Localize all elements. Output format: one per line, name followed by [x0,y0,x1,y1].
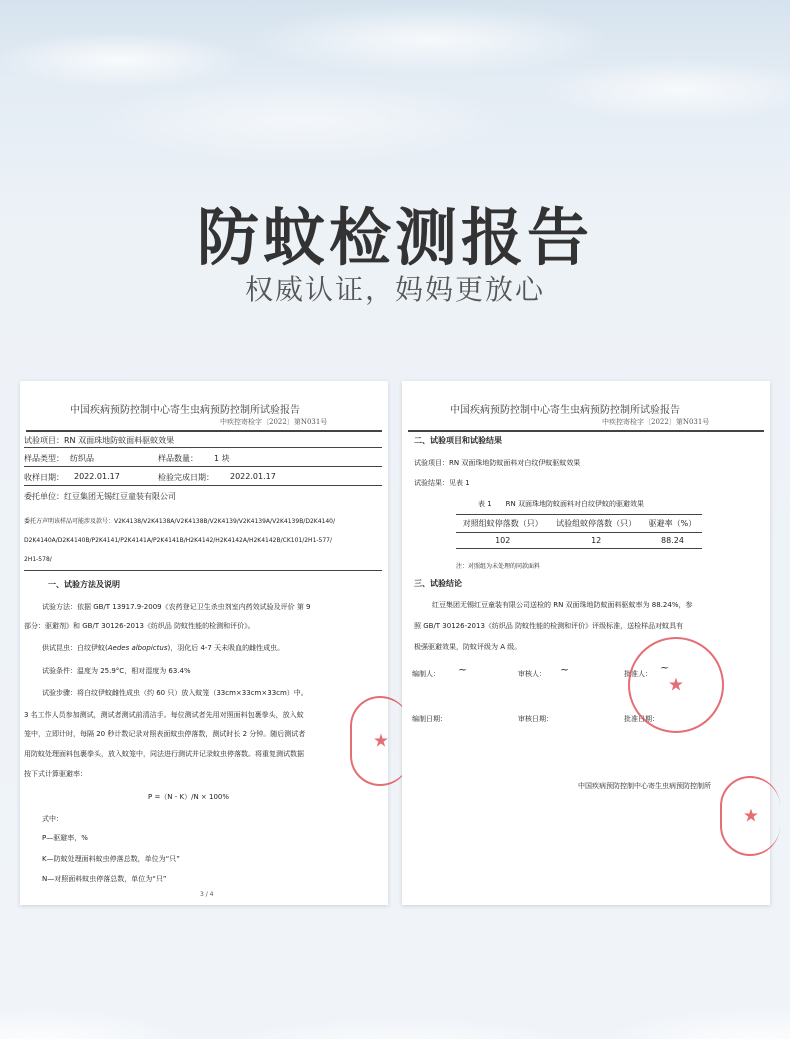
sample-type-label: 样品类型： [24,454,64,463]
issuing-organization: 中国疾病预防控制中心寄生虫病预防控制所 [578,782,711,790]
table-caption: 表 1 RN 双面珠地防蚊面料对白纹伊蚊的驱避效果 [478,500,645,508]
reviewer-label: 审核人： [518,670,546,678]
table-row [456,533,702,549]
seal-star-icon: ★ [667,674,685,696]
reviewer-signature: ~ [560,663,570,676]
page-subtitle: 权威认证，妈妈更放心 [244,273,545,306]
header-rule [408,430,764,432]
table-cell: 12 [591,536,602,545]
completed-date-value: 2022.01.17 [230,472,276,481]
received-date-label: 收样日期： [24,473,64,482]
conditions-line: 试验条件：温度为 25.9°C，相对湿度为 63.4% [42,667,191,675]
table-header-cell: 试验组蚊停落数（只） [556,519,637,528]
seal-star-icon: ★ [742,805,760,827]
model-numbers-line: 委托方声明该样品可能涉及款号：V2K4138/V2K4138A/V2K4138B/V2K4139/V2K4139A/V2K4139B/D2K4140/ [24,518,335,525]
conclusion-line: 红豆集团无锡红豆童装有限公司送检的 RN 双面珠地防蚊面料驱蚊率为 88.24%，参 [432,601,693,609]
approver-label: 批准人： [624,670,652,678]
insect-line: 供试昆虫：白纹伊蚊(Aedes albopictus)，羽化后 4-7 天未吸血的雌性成虫。 [42,644,285,652]
completed-date-label: 检验完成日期： [158,473,214,482]
method-line: 试验方法：依据 GB/T 13917.9-2009《农药登记卫生杀虫剂室内药效试验及评价 第 9 [42,603,311,611]
result-reference: 试验结果：见表 1 [414,479,470,487]
table-header-cell: 驱避率（%） [648,519,697,528]
definition-n: N—对照面料蚊虫停落总数，单位为“只” [42,875,167,883]
report-org-header: 中国疾病预防控制中心寄生虫病预防控制所试验报告 [450,405,680,416]
conclusion-line: 极强驱避效果，防蚊评级为 A 级。 [414,643,522,651]
steps-line: 按下式计算驱避率： [24,770,87,778]
model-numbers-line: 2H1-578/ [24,556,52,563]
section3-title: 三、试验结论 [414,579,462,588]
official-seal [720,776,780,856]
table-header-cell: 对照组蚊停落数（只） [462,519,543,528]
page-title: 防蚊检测报告 [196,201,593,274]
steps-line: 3 名工作人员参加测试，测试者测试前清洁手。每位测试者先用对照面料包裹拳头，放入蚊 [24,711,304,719]
formula-where: 式中： [42,815,63,823]
report-org-header: 中国疾病预防控制中心寄生虫病预防控制所试验报告 [70,405,300,416]
page-number: 3 / 4 [200,891,214,898]
model-numbers-line: D2K4140A/D2K4140B/P2K4141/P2K4141A/P2K4141B/H2K4142/H2K4142A/H2K4142B/CK101/2H1-577/ [24,537,333,544]
results-table [456,514,702,549]
header-rule [26,430,382,432]
row-rule [24,570,382,571]
approve-date-label: 批准日期： [624,715,659,723]
row-rule [24,447,382,448]
compiler-label: 编制人： [412,670,440,678]
table-header-row [456,515,702,533]
steps-line: 用防蚊处理面料包裹拳头，放入蚊笼中，同法进行测试并记录蚊虫停落数。将重复测试数据 [24,750,304,758]
sky-background [0,0,790,170]
table-cell: 102 [495,536,511,545]
seal-star-icon: ★ [372,730,390,752]
report-code: 中疾控寄检字〔2022〕第N031号 [602,418,710,426]
compiler-signature: ~ [458,663,468,676]
sample-type-value: 纺织品 [70,454,94,463]
official-seal [350,696,410,786]
report-page-left [20,381,388,905]
formula: P =（N - K）/N × 100% [148,793,230,801]
official-seal [628,637,724,733]
test-item: 试验项目：RN 双面珠地防蚊面料驱蚊效果 [24,436,175,445]
test-item: 试验项目：RN 双面珠地防蚊面料对白纹伊蚊驱蚊效果 [414,459,581,467]
sample-qty-label: 样品数量： [158,454,198,463]
steps-line: 试验步骤：将白纹伊蚊雌性成虫（约 60 只）放入蚊笼（33cm×33cm×33cm）中。 [42,689,308,697]
method-line: 部分：驱避剂》和 GB/T 30126-2013《纺织品 防蚊性能的检测和评价》。 [24,622,255,630]
review-date-label: 审核日期： [518,715,553,723]
table-note: 注：对照组为未处理的同款面料 [456,563,541,570]
approver-signature: ~ [660,661,670,674]
report-code: 中疾控寄检字〔2022〕第N031号 [220,418,328,426]
steps-line: 笼中，立即计时，每隔 20 秒计数记录对照表面蚊虫停落数，测试时长 2 分钟。随后测试者 [24,730,306,738]
definition-k: K—防蚊处理面料蚊虫停落总数，单位为“只” [42,855,180,863]
cloud-decoration [0,939,790,1039]
section2-title: 二、试验项目和试验结果 [414,436,502,445]
sample-qty-value: 1 块 [214,454,230,463]
received-date-value: 2022.01.17 [74,472,120,481]
conclusion-line: 照 GB/T 30126-2013《纺织品 防蚊性能的检测和评价》评级标准，送检样品对蚊具有 [414,622,684,630]
table-cell: 88.24 [661,536,684,545]
row-rule [24,485,382,486]
report-page-right [402,381,770,905]
definition-p: P—驱避率，% [42,834,88,842]
client-unit: 委托单位：红豆集团无锡红豆童装有限公司 [24,492,176,501]
compile-date-label: 编制日期： [412,715,447,723]
section1-title: 一、试验方法及说明 [48,580,120,589]
row-rule [24,466,382,467]
